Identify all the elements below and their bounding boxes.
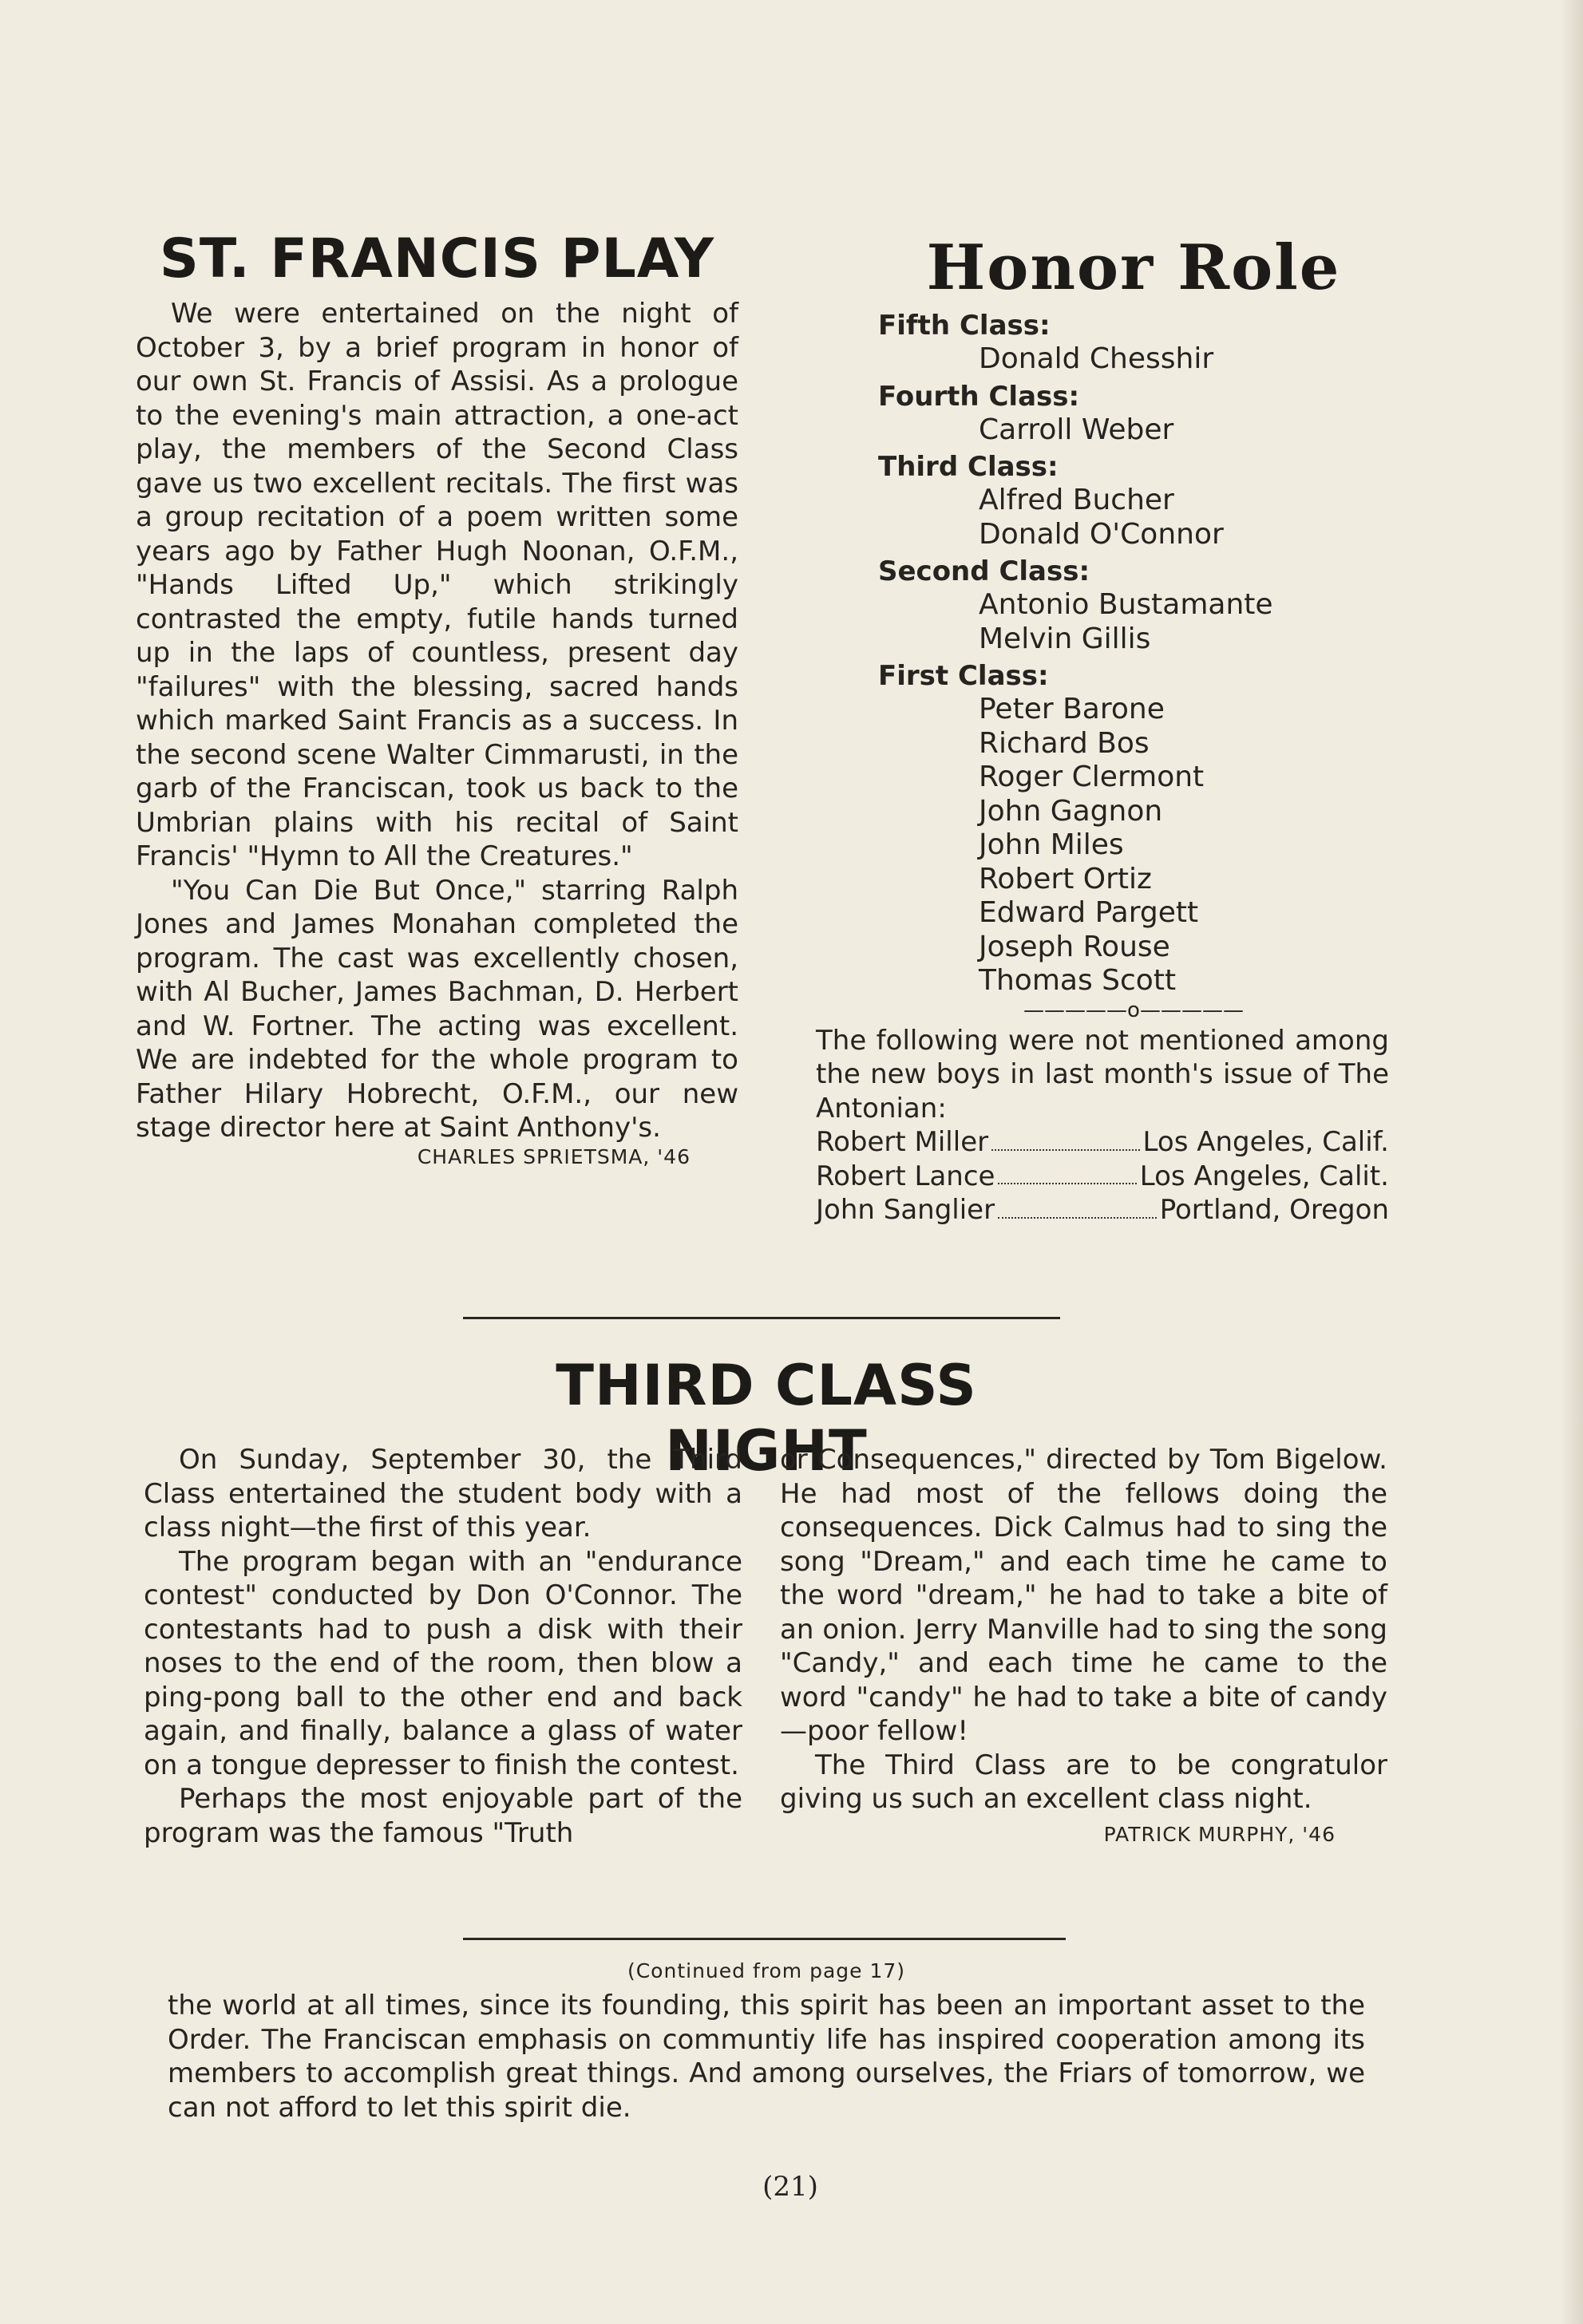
student-name: Thomas Scott [979, 964, 1177, 997]
third-class-night-signature: PATRICK MURPHY, '46 [1103, 1822, 1336, 1846]
class-group-third [878, 450, 1389, 551]
honor-role-separator: —————o————— [1023, 998, 1244, 1022]
student-name: Alfred Bucher [979, 484, 1174, 516]
class-group-second [878, 555, 1389, 656]
honor-role-section [816, 231, 1389, 1227]
third-class-night-paragraph: The program began with an "endurance contest" conducted by Don O'Connor. The contestants had to push a disk with their noses to the end of the room, then blow a ping-pong ball to the other end and back again, and finally, balance a glass of water on a tongue depresser to finish the contest. [144, 1545, 742, 1781]
student-name: Melvin Gillis [979, 622, 1151, 655]
new-boy-name: Robert Miller [816, 1126, 989, 1158]
third-class-night-right-body [780, 1443, 1387, 1816]
new-boys-list [816, 1125, 1389, 1227]
student-name: Richard Bos [979, 726, 1150, 760]
third-class-night-paragraph: On Sunday, September 30, the Third Class entertained the student body with a class night—the first of this year. [144, 1444, 742, 1543]
st-francis-signature: CHARLES SPRIETSMA, '46 [417, 1144, 691, 1168]
class-group-fourth [878, 380, 1389, 448]
class-group-fifth [878, 309, 1389, 377]
dot-leader [998, 1160, 1136, 1185]
section-divider [463, 1938, 1066, 1940]
new-boy-row [816, 1193, 1389, 1227]
third-class-night-left-column [144, 1443, 742, 1850]
new-boys-note: The following were not mentioned among the new boys in last month's issue of The Antonian: [816, 1024, 1389, 1124]
class-name: Second Class: [878, 555, 1090, 587]
student-name: John Gagnon [979, 794, 1163, 828]
new-boy-name: Robert Lance [816, 1160, 995, 1192]
st-francis-title: ST. FRANCIS PLAY [159, 227, 715, 290]
student-name: Donald O'Connor [979, 517, 1224, 551]
third-class-night-paragraph: Perhaps the most enjoyable part of the program was the famous "Truth [144, 1783, 742, 1849]
st-francis-body [136, 297, 738, 1145]
third-class-night-right-column [780, 1443, 1387, 1846]
st-francis-paragraph: We were entertained on the night of October 3, by a brief program in honor of our own St. Francis of Assisi. As a prologue to the evening's main attraction, a one-act play, the members of the Second Class gave us two excellent recitals. The first was a group recitation of a poem written some years ago by Father Hugh Noonan, O.F.M., "Hands Lifted Up," which strikingly contrasted the empty, futile hands turned up in the laps of countless, present day "failures" with the blessing, sacred hands which marked Saint Francis as a success. In the second scene Walter Cimmarusti, in the garb of the Franciscan, took us back to the Umbrian plains with his recital of Saint Francis' "Hymn to All the Creatures." [136, 298, 738, 872]
student-name: Donald Chesshir [979, 342, 1214, 375]
new-boy-name: John Sanglier [816, 1194, 995, 1226]
new-boy-place: Los Angeles, Calit. [1139, 1160, 1389, 1192]
continued-paragraph: the world at all times, since its founding, this spirit has been an important asset to the Order. The Franciscan emphasis on communtiy life has inspired cooperation among its members to accomplish great things. And among ourselves, the Friars of tomorrow, we can not afford to let this spirit die. [168, 1990, 1365, 2124]
continued-body [168, 1989, 1365, 2124]
dot-leader [991, 1125, 1139, 1151]
new-boy-place: Los Angeles, Calif. [1142, 1126, 1389, 1158]
student-name: John Miles [979, 828, 1124, 861]
student-name: Robert Ortiz [979, 862, 1152, 895]
section-divider [463, 1317, 1060, 1319]
st-francis-article [136, 227, 738, 1168]
new-boy-place: Portland, Oregon [1159, 1194, 1389, 1226]
student-name: Antonio Bustamante [979, 588, 1273, 621]
third-class-night-paragraph: The Third Class are to be congratulor giving us such an excellent class night. [780, 1749, 1387, 1815]
st-francis-paragraph: "You Can Die But Once," starring Ralph Jones and James Monahan completed the program. The cast was excellently chosen, with Al Bucher, James Bachman, D. Herbert and W. Fortner. The acting was excellent. We are indebted for the whole program to Father Hilary Hobrecht, O.F.M., our new stage director here at Saint Anthony's. [136, 874, 738, 1144]
new-boy-row [816, 1160, 1389, 1194]
class-name: First Class: [878, 660, 1049, 692]
dot-leader [998, 1193, 1157, 1219]
class-name: Fifth Class: [878, 310, 1051, 342]
student-name: Joseph Rouse [979, 930, 1170, 963]
student-name: Peter Barone [979, 693, 1165, 725]
new-boy-row [816, 1125, 1389, 1160]
third-class-night-paragraph: or Consequences," directed by Tom Bigelow. He had most of the fellows doing the consequences. Dick Calmus had to sing the song "Dream," and each time he came to the word "dream," he had to take a bite of an onion. Jerry Manville had to sing the song "Candy," and each time he came to the word "candy" he had to take a bite of candy—poor fellow! [780, 1444, 1387, 1747]
continued-note: (Continued from page 17) [627, 1959, 906, 1982]
student-name: Edward Pargett [979, 896, 1199, 929]
page-number: (21) [762, 2171, 818, 2203]
honor-role-title: Honor Role [926, 231, 1341, 304]
student-name: Carroll Weber [979, 413, 1174, 446]
student-name: Roger Clermont [979, 761, 1205, 793]
class-name: Third Class: [878, 451, 1059, 483]
class-name: Fourth Class: [878, 380, 1080, 413]
class-group-first [878, 659, 1389, 998]
continued-section [168, 1959, 1365, 2124]
page-edge [1561, 0, 1583, 2324]
third-class-night-title: THIRD CLASS NIGHT [556, 1353, 977, 1484]
